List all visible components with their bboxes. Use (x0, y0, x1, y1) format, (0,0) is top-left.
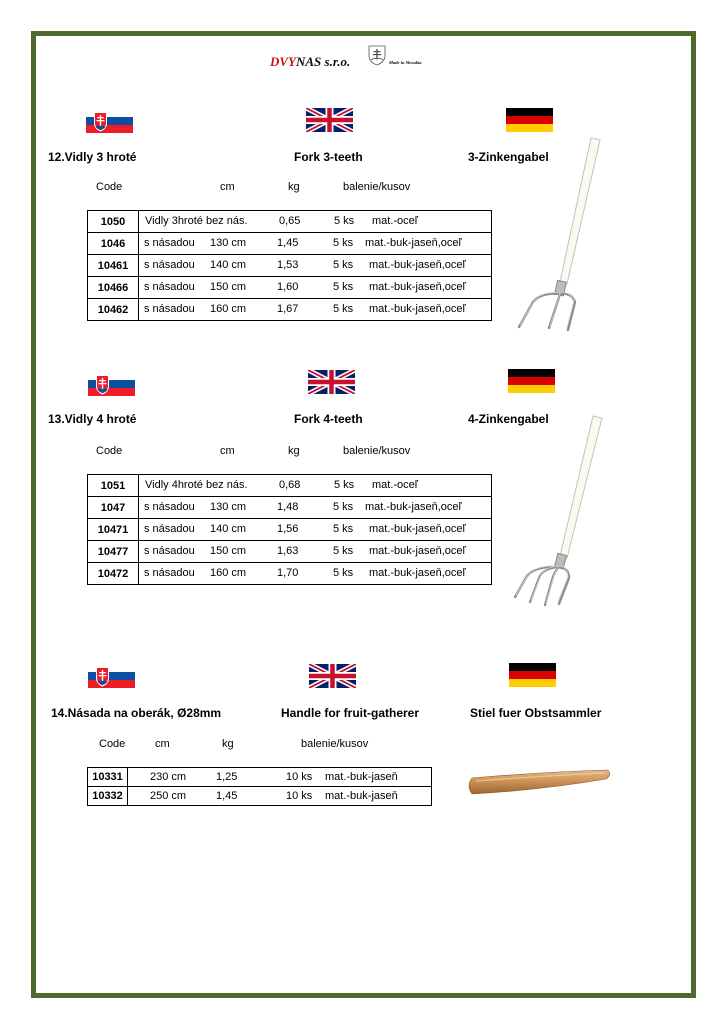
material: mat.-buk-jaseň,oceľ (369, 545, 466, 557)
table-row (88, 519, 492, 541)
product-code: 1050 (88, 211, 139, 233)
product-weight: 1,53 (277, 259, 299, 271)
material: mat.-buk-jaseň,oceľ (365, 501, 462, 513)
product-description: s násadou (144, 237, 195, 249)
table-row (88, 563, 492, 585)
slovak-flag-icon (86, 109, 133, 133)
product-description: Vidly 4hroté bez nás. (145, 479, 248, 491)
product-description: s násadou (144, 303, 195, 315)
product-code: 10462 (88, 299, 139, 321)
column-header-code: Code (96, 445, 123, 457)
table-row (88, 475, 492, 497)
table-row (88, 277, 492, 299)
product-code: 1051 (88, 475, 139, 497)
german-flag-icon (506, 108, 553, 132)
made-in-label: Made in Slovakia (389, 60, 422, 65)
slovak-flag-icon (88, 372, 135, 396)
column-header-cm: cm (220, 445, 235, 457)
company-header (270, 44, 470, 74)
uk-flag-icon (306, 108, 353, 132)
column-header-code: Code (96, 181, 123, 193)
product-code: 10477 (88, 541, 139, 563)
table-row (88, 255, 492, 277)
column-header-cm: cm (155, 738, 170, 750)
product-table-fork-3 (87, 210, 492, 321)
column-header-pack: balenie/kusov (343, 181, 411, 193)
pack-count: 5 ks (333, 523, 354, 535)
material: mat.-buk-jaseň (325, 771, 398, 783)
product-table-fork-4 (87, 474, 492, 585)
table-row (88, 233, 492, 255)
section-title-de: 4-Zinkengabel (468, 412, 549, 426)
material: mat.-oceľ (372, 215, 418, 227)
material: mat.-buk-jaseň,oceľ (369, 281, 466, 293)
product-weight: 0,65 (279, 215, 301, 227)
coat-of-arms-icon (367, 44, 387, 66)
product-weight: 1,45 (277, 237, 299, 249)
product-code: 1046 (88, 233, 139, 255)
three-tine-fork-image (505, 132, 615, 337)
product-weight: 1,56 (277, 523, 299, 535)
german-flag-icon (508, 369, 555, 393)
slovak-flag-icon (88, 664, 135, 688)
table-row (88, 211, 492, 233)
four-tine-fork-image (505, 410, 615, 610)
column-header-cm: cm (220, 181, 235, 193)
column-header-pack: balenie/kusov (301, 738, 369, 750)
section-title-de: Stiel fuer Obstsammler (470, 706, 602, 720)
product-weight: 1,25 (216, 771, 238, 783)
product-code: 10466 (88, 277, 139, 299)
pack-count: 5 ks (333, 281, 354, 293)
pack-count: 10 ks (286, 790, 313, 802)
product-code: 10461 (88, 255, 139, 277)
product-length: 150 cm (210, 281, 247, 293)
product-length: 160 cm (210, 303, 247, 315)
table-row (88, 768, 432, 787)
product-weight: 0,68 (279, 479, 301, 491)
section-title-sk: 14.Násada na oberák, Ø28mm (51, 706, 222, 720)
company-name (270, 54, 350, 70)
material: mat.-buk-jaseň,oceľ (369, 523, 466, 535)
pack-count: 5 ks (333, 567, 354, 579)
column-header-kg: kg (222, 738, 234, 750)
product-length: 130 cm (210, 501, 247, 513)
product-weight: 1,60 (277, 281, 299, 293)
pack-count: 5 ks (334, 215, 355, 227)
material: mat.-buk-jaseň,oceľ (369, 303, 466, 315)
material: mat.-oceľ (372, 479, 418, 491)
uk-flag-icon (308, 370, 355, 394)
product-length: 160 cm (210, 567, 247, 579)
pack-count: 5 ks (333, 259, 354, 271)
wooden-handle-image (462, 764, 614, 800)
uk-flag-icon (309, 664, 356, 688)
table-row (88, 787, 432, 806)
pack-count: 5 ks (333, 303, 354, 315)
column-header-code: Code (99, 738, 126, 750)
product-length: 130 cm (210, 237, 247, 249)
product-description: s násadou (144, 259, 195, 271)
column-header-kg: kg (288, 445, 300, 457)
product-length: 140 cm (210, 523, 247, 535)
product-code: 10472 (88, 563, 139, 585)
german-flag-icon (509, 663, 556, 687)
product-code: 10471 (88, 519, 139, 541)
section-title-en: Fork 3-teeth (294, 150, 363, 164)
product-weight: 1,45 (216, 790, 238, 802)
material: mat.-buk-jaseň,oceľ (365, 237, 462, 249)
pack-count: 5 ks (333, 501, 354, 513)
section-title-sk: 13.Vidly 4 hroté (48, 412, 137, 426)
product-length: 250 cm (150, 790, 187, 802)
column-header-kg: kg (288, 181, 300, 193)
pack-count: 10 ks (286, 771, 313, 783)
product-code: 10331 (88, 768, 128, 787)
material: mat.-buk-jaseň (325, 790, 398, 802)
product-description: s násadou (144, 545, 195, 557)
product-code: 10332 (88, 787, 128, 806)
product-weight: 1,67 (277, 303, 299, 315)
product-description: s násadou (144, 567, 195, 579)
section-title-en: Fork 4-teeth (294, 412, 363, 426)
pack-count: 5 ks (333, 545, 354, 557)
product-description: s násadou (144, 281, 195, 293)
pack-count: 5 ks (333, 237, 354, 249)
product-weight: 1,70 (277, 567, 299, 579)
product-length: 150 cm (210, 545, 247, 557)
brand-red-part: DVY (270, 54, 296, 69)
product-length: 140 cm (210, 259, 247, 271)
product-weight: 1,63 (277, 545, 299, 557)
table-row (88, 541, 492, 563)
column-header-pack: balenie/kusov (343, 445, 411, 457)
product-description: s násadou (144, 523, 195, 535)
product-length: 230 cm (150, 771, 187, 783)
material: mat.-buk-jaseň,oceľ (369, 567, 466, 579)
pack-count: 5 ks (334, 479, 355, 491)
product-code: 1047 (88, 497, 139, 519)
product-description: s násadou (144, 501, 195, 513)
product-table-handle (87, 767, 432, 806)
product-weight: 1,48 (277, 501, 299, 513)
table-row (88, 497, 492, 519)
table-row (88, 299, 492, 321)
section-title-sk: 12.Vidly 3 hroté (48, 150, 137, 164)
material: mat.-buk-jaseň,oceľ (369, 259, 466, 271)
product-description: Vidly 3hroté bez nás. (145, 215, 248, 227)
brand-black-part: NAS s.r.o. (296, 54, 351, 69)
section-title-de: 3-Zinkengabel (468, 150, 549, 164)
section-title-en: Handle for fruit-gatherer (281, 706, 420, 720)
